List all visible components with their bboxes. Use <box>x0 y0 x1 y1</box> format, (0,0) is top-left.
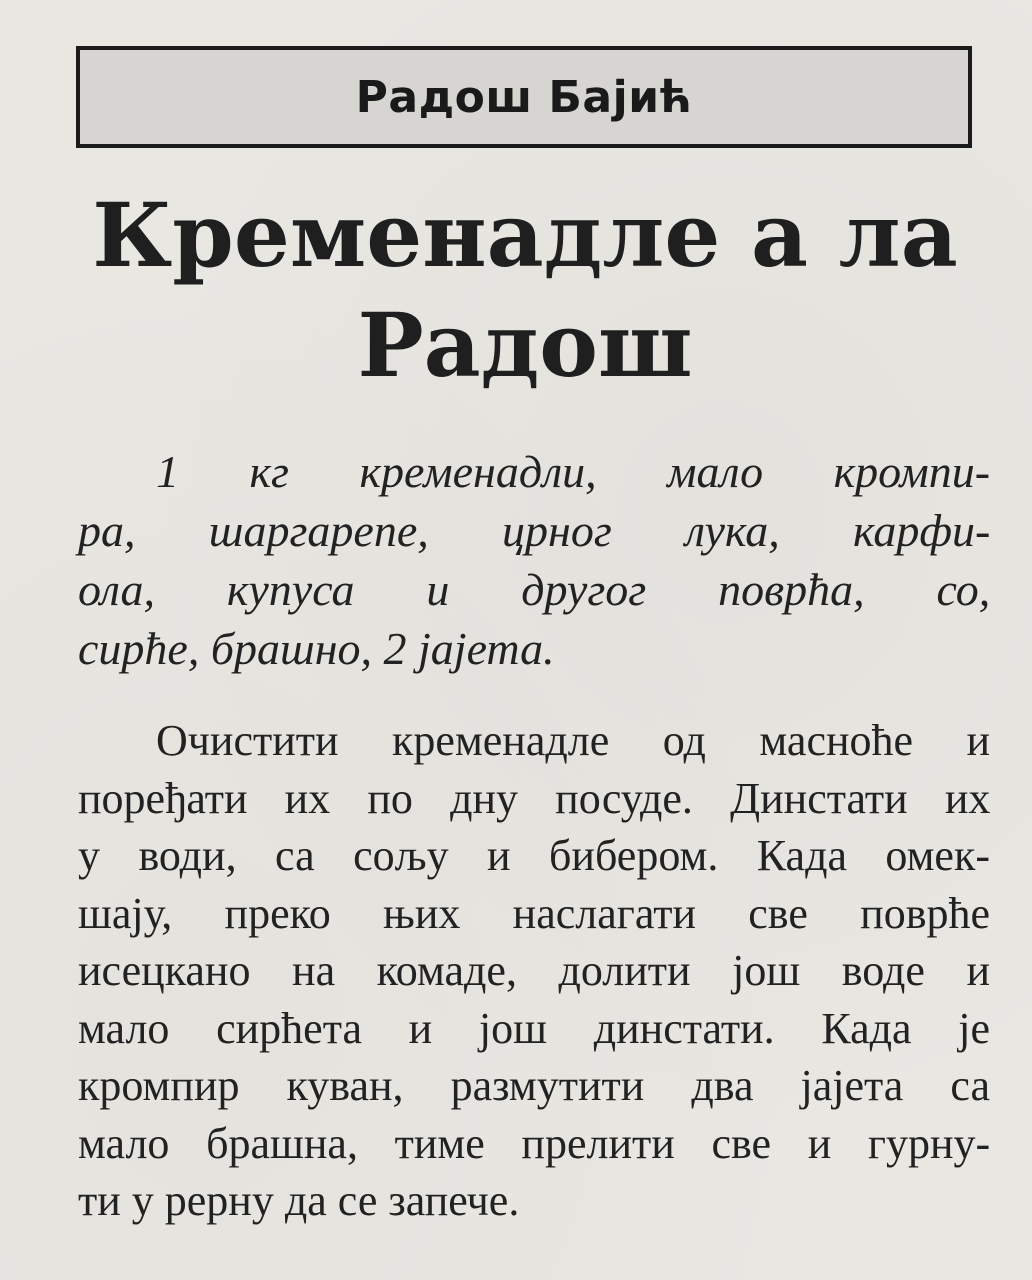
method-line: у води, са сољу и бибером. Када омек- <box>78 831 990 880</box>
method-line: шају, преко њих наслагати све поврће <box>78 888 990 938</box>
method-line: Очистити кременадле од масноће и <box>156 716 991 765</box>
method-line: мало сирћета и још динстати. Када је <box>78 1003 990 1053</box>
ingredients-paragraph <box>78 442 990 678</box>
ingredients-line: ола, купуса и другог поврћа, со, <box>78 564 991 615</box>
method-line: поређати их по дну посуде. Динстати их <box>78 773 991 823</box>
ingredients-line: 1 кг кременадли, мало кромпи- <box>156 446 991 497</box>
title-line: Радош <box>357 293 693 397</box>
author-header-box <box>76 46 972 148</box>
title-line: Кременадле а ла <box>92 183 958 287</box>
recipe-title <box>60 180 990 400</box>
method-line: ти у рерну да се запече. <box>78 1176 520 1225</box>
ingredients-line: ра, шаргарепе, црног лука, карфи- <box>78 505 991 556</box>
method-paragraph <box>78 712 990 1230</box>
author-name: Радош Бајић <box>355 71 693 123</box>
method-line: исецкано на комаде, долити још воде и <box>78 946 990 995</box>
method-line: мало брашна, тиме прелити све и гурну- <box>78 1118 991 1168</box>
method-line: кромпир куван, размутити два јајета са <box>78 1061 990 1110</box>
ingredients-line: сирће, брашно, 2 јајета. <box>78 623 555 674</box>
